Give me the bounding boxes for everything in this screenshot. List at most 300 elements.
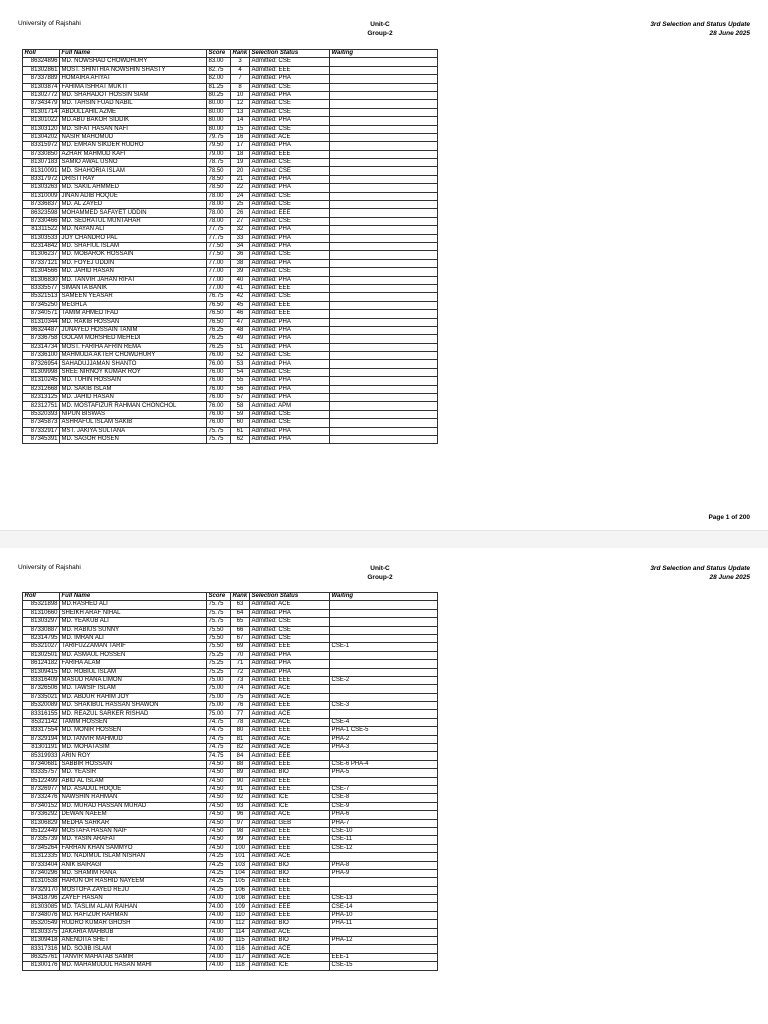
waiting-cell bbox=[330, 91, 438, 99]
status-cell: Admitted: CSE bbox=[250, 410, 330, 418]
roll-cell: 83317554 bbox=[23, 727, 60, 735]
rank-cell: 53 bbox=[231, 360, 250, 368]
rank-cell: 26 bbox=[231, 209, 250, 217]
status-cell: Admitted: ACE bbox=[250, 133, 330, 141]
name-cell: MD.RASHED ALI bbox=[60, 601, 207, 609]
rank-cell: 97 bbox=[231, 819, 250, 827]
waiting-cell bbox=[330, 150, 438, 158]
roll-cell: 87340152 bbox=[23, 802, 60, 810]
status-cell: Admitted: CSE bbox=[250, 251, 330, 259]
roll-cell: 82314795 bbox=[23, 634, 60, 642]
name-cell: MD. TASLIM ALAM RAIHAN bbox=[60, 903, 207, 911]
status-cell: Admitted: BIO bbox=[250, 937, 330, 945]
name-cell: SHEIKH ARAF NIHAL bbox=[60, 609, 207, 617]
name-cell: MD.ABU BAKOR SIDDIK bbox=[60, 117, 207, 125]
score-cell: 74.50 bbox=[207, 777, 231, 785]
waiting-cell: PHA-12 bbox=[330, 937, 438, 945]
table-row bbox=[23, 769, 438, 777]
score-cell: 77.75 bbox=[207, 226, 231, 234]
name-cell: MD. YEAKUB ALI bbox=[60, 618, 207, 626]
status-cell: Admitted: ACE bbox=[250, 928, 330, 936]
waiting-cell bbox=[330, 66, 438, 74]
rank-cell: 36 bbox=[231, 251, 250, 259]
rank-cell: 74 bbox=[231, 685, 250, 693]
waiting-cell: CSE-15 bbox=[330, 962, 438, 970]
status-cell: Admitted: PHA bbox=[250, 660, 330, 668]
table-row bbox=[23, 928, 438, 936]
rank-cell: 73 bbox=[231, 676, 250, 684]
name-cell: MD. SHAKIBUL HASSAN SHAWON bbox=[60, 702, 207, 710]
status-cell: Admitted: BIO bbox=[250, 920, 330, 928]
rank-cell: 92 bbox=[231, 794, 250, 802]
score-cell: 74.75 bbox=[207, 727, 231, 735]
roll-cell: 81310009 bbox=[23, 192, 60, 200]
waiting-cell bbox=[330, 402, 438, 410]
roll-cell: 87329170 bbox=[23, 886, 60, 894]
waiting-cell bbox=[330, 601, 438, 609]
roll-cell: 86324896 bbox=[23, 58, 60, 66]
waiting-cell bbox=[330, 394, 438, 402]
table-row bbox=[23, 242, 438, 250]
table-row bbox=[23, 609, 438, 617]
score-cell: 78.00 bbox=[207, 217, 231, 225]
waiting-cell bbox=[330, 192, 438, 200]
score-cell: 75.75 bbox=[207, 618, 231, 626]
status-cell: Admitted: PHA bbox=[250, 609, 330, 617]
table-row bbox=[23, 618, 438, 626]
rank-cell: 13 bbox=[231, 108, 250, 116]
rank-cell: 10 bbox=[231, 91, 250, 99]
status-cell: Admitted: EEE bbox=[250, 878, 330, 886]
table-row bbox=[23, 794, 438, 802]
score-cell: 74.50 bbox=[207, 827, 231, 835]
rank-cell: 88 bbox=[231, 760, 250, 768]
table-row bbox=[23, 735, 438, 743]
status-cell: Admitted: PHA bbox=[250, 276, 330, 284]
name-cell: MOHAMMED SAFAYET UDDIN bbox=[60, 209, 207, 217]
roll-cell: 87326954 bbox=[23, 360, 60, 368]
score-cell: 74.00 bbox=[207, 928, 231, 936]
roll-cell: 87336292 bbox=[23, 811, 60, 819]
roll-cell: 81306237 bbox=[23, 251, 60, 259]
table-row bbox=[23, 234, 438, 242]
roll-cell: 83335757 bbox=[23, 769, 60, 777]
name-cell: FARHAN KHAN SAMMYO bbox=[60, 844, 207, 852]
rank-cell: 93 bbox=[231, 802, 250, 810]
status-cell: Admitted: PHA bbox=[250, 343, 330, 351]
score-cell: 75.50 bbox=[207, 634, 231, 642]
status-cell: Admitted: CSE bbox=[250, 368, 330, 376]
table-row bbox=[23, 385, 438, 393]
score-cell: 74.75 bbox=[207, 735, 231, 743]
unit-label: Unit-C bbox=[370, 565, 390, 572]
status-cell: Admitted: PHA bbox=[250, 326, 330, 334]
name-cell: MD. ABDUR RAHIM JOY bbox=[60, 693, 207, 701]
waiting-cell bbox=[330, 310, 438, 318]
status-cell: Admitted: PHA bbox=[250, 360, 330, 368]
score-cell: 81.25 bbox=[207, 83, 231, 91]
waiting-cell: PHA-9 bbox=[330, 869, 438, 877]
roll-cell: 87326977 bbox=[23, 785, 60, 793]
name-cell: MD. FOYEJ UDDIN bbox=[60, 259, 207, 267]
status-cell: Admitted: CSE bbox=[250, 293, 330, 301]
roll-cell: 87345250 bbox=[23, 301, 60, 309]
table-row bbox=[23, 259, 438, 267]
waiting-cell: PHA-2 bbox=[330, 735, 438, 743]
score-cell: 77.00 bbox=[207, 276, 231, 284]
waiting-cell bbox=[330, 259, 438, 267]
waiting-cell bbox=[330, 251, 438, 259]
table-row bbox=[23, 167, 438, 175]
name-cell: MD. TAWSIF ISLAM bbox=[60, 685, 207, 693]
rank-cell: 46 bbox=[231, 310, 250, 318]
rank-cell: 101 bbox=[231, 853, 250, 861]
score-cell: 75.25 bbox=[207, 668, 231, 676]
table-row bbox=[23, 903, 438, 911]
waiting-cell bbox=[330, 385, 438, 393]
table-header-row bbox=[23, 593, 438, 601]
status-cell: Admitted: EEE bbox=[250, 844, 330, 852]
score-cell: 74.25 bbox=[207, 869, 231, 877]
roll-cell: 86325761 bbox=[23, 953, 60, 961]
status-cell: Admitted: EEE bbox=[250, 836, 330, 844]
name-cell: MD. NOWSHAD CHOWDHURY bbox=[60, 58, 207, 66]
table-row bbox=[23, 276, 438, 284]
column-header-score: Score bbox=[207, 50, 231, 58]
name-cell: MD. TANVIR JAHAN RIFAT bbox=[60, 276, 207, 284]
status-cell: Admitted: ACE bbox=[250, 811, 330, 819]
table-row bbox=[23, 108, 438, 116]
roll-cell: 87340296 bbox=[23, 869, 60, 877]
roll-cell: 86124182 bbox=[23, 660, 60, 668]
roll-cell: 85320549 bbox=[23, 920, 60, 928]
roll-cell: 81311522 bbox=[23, 226, 60, 234]
waiting-cell bbox=[330, 685, 438, 693]
rank-cell: 110 bbox=[231, 911, 250, 919]
status-cell: Admitted: EEE bbox=[250, 150, 330, 158]
name-cell: MD. NADIMUL ISLAM NISHAN bbox=[60, 853, 207, 861]
column-header-rank: Rank bbox=[231, 593, 250, 601]
waiting-cell bbox=[330, 142, 438, 150]
waiting-cell bbox=[330, 58, 438, 66]
score-cell: 78.00 bbox=[207, 209, 231, 217]
status-cell: Admitted: CSE bbox=[250, 58, 330, 66]
rank-cell: 62 bbox=[231, 435, 250, 443]
table-row bbox=[23, 752, 438, 760]
name-cell: JOY CHANDRO PAL bbox=[60, 234, 207, 242]
score-cell: 77.75 bbox=[207, 234, 231, 242]
waiting-cell: PHA-8 bbox=[330, 861, 438, 869]
table-row bbox=[23, 377, 438, 385]
score-cell: 78.75 bbox=[207, 159, 231, 167]
status-cell: Admitted: CSE bbox=[250, 108, 330, 116]
roll-cell: 82313125 bbox=[23, 394, 60, 402]
status-cell: Admitted: BIO bbox=[250, 869, 330, 877]
table-row bbox=[23, 819, 438, 827]
unit-group-header bbox=[330, 20, 430, 38]
table-row bbox=[23, 626, 438, 634]
rank-cell: 24 bbox=[231, 192, 250, 200]
name-cell: SABBIR HOSSAIN bbox=[60, 760, 207, 768]
column-header-name: Full Name bbox=[60, 593, 207, 601]
score-cell: 76.00 bbox=[207, 410, 231, 418]
rank-cell: 71 bbox=[231, 660, 250, 668]
name-cell: MD. SOJIB ISLAM bbox=[60, 945, 207, 953]
score-cell: 76.25 bbox=[207, 343, 231, 351]
table-row bbox=[23, 268, 438, 276]
table-row bbox=[23, 209, 438, 217]
score-cell: 77.00 bbox=[207, 268, 231, 276]
waiting-cell bbox=[330, 276, 438, 284]
name-cell: SREE NIRNOY KUMAR ROY bbox=[60, 368, 207, 376]
roll-cell: 87345264 bbox=[23, 844, 60, 852]
rank-cell: 32 bbox=[231, 226, 250, 234]
roll-cell: 85320089 bbox=[23, 702, 60, 710]
table-row bbox=[23, 693, 438, 701]
name-cell: FAHIMA ISHRAT MUKTI bbox=[60, 83, 207, 91]
score-cell: 74.00 bbox=[207, 945, 231, 953]
status-cell: Admitted: EEE bbox=[250, 760, 330, 768]
score-cell: 75.25 bbox=[207, 660, 231, 668]
rank-cell: 69 bbox=[231, 643, 250, 651]
score-cell: 75.00 bbox=[207, 710, 231, 718]
name-cell: MD.TANVIR MAHMUD bbox=[60, 735, 207, 743]
roll-cell: 85122499 bbox=[23, 777, 60, 785]
waiting-cell bbox=[330, 133, 438, 141]
update-date: 28 June 2025 bbox=[709, 574, 750, 581]
score-cell: 77.50 bbox=[207, 242, 231, 250]
score-cell: 82.00 bbox=[207, 75, 231, 83]
roll-cell: 87335739 bbox=[23, 836, 60, 844]
name-cell: MD. SHAHADOT HOSSIN SIAM bbox=[60, 91, 207, 99]
rank-cell: 39 bbox=[231, 268, 250, 276]
rank-cell: 33 bbox=[231, 234, 250, 242]
status-cell: Admitted: ACE bbox=[250, 953, 330, 961]
roll-cell: 81304202 bbox=[23, 133, 60, 141]
rank-cell: 99 bbox=[231, 836, 250, 844]
rank-cell: 3 bbox=[231, 58, 250, 66]
table-row bbox=[23, 878, 438, 886]
status-cell: Admitted: PHA bbox=[250, 117, 330, 125]
roll-cell: 81301714 bbox=[23, 108, 60, 116]
roll-cell: 85319933 bbox=[23, 752, 60, 760]
status-cell: Admitted: PHA bbox=[250, 668, 330, 676]
waiting-cell: PHA-6 bbox=[330, 811, 438, 819]
waiting-cell bbox=[330, 217, 438, 225]
column-header-score: Score bbox=[207, 593, 231, 601]
waiting-cell: CSE-8 bbox=[330, 794, 438, 802]
table-row bbox=[23, 394, 438, 402]
status-cell: Admitted: PHA bbox=[250, 427, 330, 435]
table-row bbox=[23, 911, 438, 919]
score-cell: 75.00 bbox=[207, 693, 231, 701]
rank-cell: 67 bbox=[231, 634, 250, 642]
rank-cell: 18 bbox=[231, 150, 250, 158]
name-cell: HARUN OR RASHID NAYEEM bbox=[60, 878, 207, 886]
roll-cell: 81304566 bbox=[23, 268, 60, 276]
name-cell: MD. MONIR HOSSEN bbox=[60, 727, 207, 735]
table-row bbox=[23, 651, 438, 659]
rank-cell: 7 bbox=[231, 75, 250, 83]
column-header-waiting: Waiting bbox=[330, 593, 438, 601]
score-cell: 77.00 bbox=[207, 259, 231, 267]
name-cell: FARIHA ALAM bbox=[60, 660, 207, 668]
roll-cell: 87335021 bbox=[23, 693, 60, 701]
table-row bbox=[23, 634, 438, 642]
status-cell: Admitted: CSE bbox=[250, 125, 330, 133]
rank-cell: 59 bbox=[231, 410, 250, 418]
waiting-cell bbox=[330, 419, 438, 427]
status-cell: Admitted: PHA bbox=[250, 259, 330, 267]
name-cell: DEWAN NAEEM bbox=[60, 811, 207, 819]
status-cell: Admitted: ACE bbox=[250, 710, 330, 718]
score-cell: 75.00 bbox=[207, 676, 231, 684]
rank-cell: 112 bbox=[231, 920, 250, 928]
waiting-cell: PHA-10 bbox=[330, 911, 438, 919]
table-row bbox=[23, 360, 438, 368]
rank-cell: 8 bbox=[231, 83, 250, 91]
table-row bbox=[23, 937, 438, 945]
score-cell: 75.50 bbox=[207, 626, 231, 634]
waiting-cell bbox=[330, 427, 438, 435]
name-cell: SAHADUJJAMAN SHANTO bbox=[60, 360, 207, 368]
roll-cell: 87337121 bbox=[23, 259, 60, 267]
rank-cell: 27 bbox=[231, 217, 250, 225]
name-cell: NASIR MAHOMUD bbox=[60, 133, 207, 141]
name-cell: ANIK BAIRAGI bbox=[60, 861, 207, 869]
selection-table bbox=[22, 49, 438, 444]
rank-cell: 22 bbox=[231, 184, 250, 192]
name-cell: MAHMUDA AKTER CHOWDHURY bbox=[60, 352, 207, 360]
score-cell: 80.00 bbox=[207, 125, 231, 133]
score-cell: 78.50 bbox=[207, 175, 231, 183]
roll-cell: 87330887 bbox=[23, 626, 60, 634]
name-cell: MD. MOHATASIM bbox=[60, 744, 207, 752]
score-cell: 75.25 bbox=[207, 651, 231, 659]
rank-cell: 57 bbox=[231, 394, 250, 402]
status-cell: Admitted: EEE bbox=[250, 827, 330, 835]
status-cell: Admitted: ACE bbox=[250, 853, 330, 861]
table-row bbox=[23, 352, 438, 360]
score-cell: 76.50 bbox=[207, 318, 231, 326]
name-cell: MD. SAKIL AHMMED bbox=[60, 184, 207, 192]
column-header-rank: Rank bbox=[231, 50, 250, 58]
table-row bbox=[23, 895, 438, 903]
waiting-cell: CSE-1 bbox=[330, 643, 438, 651]
name-cell: ABDULLAHIL AZME bbox=[60, 108, 207, 116]
name-cell: MD. MAHAMUDUL HASAN MAHI bbox=[60, 962, 207, 970]
roll-cell: 83335577 bbox=[23, 284, 60, 292]
roll-cell: 81306830 bbox=[23, 276, 60, 284]
name-cell: MD. JAHID HASAN bbox=[60, 394, 207, 402]
table-row bbox=[23, 861, 438, 869]
name-cell: MD. RAKIB HOSSAN bbox=[60, 318, 207, 326]
score-cell: 74.50 bbox=[207, 811, 231, 819]
name-cell: MD. NAYAN ALI bbox=[60, 226, 207, 234]
table-row bbox=[23, 368, 438, 376]
name-cell: HOMAIRA AFIYAT bbox=[60, 75, 207, 83]
column-header-roll: Roll bbox=[23, 50, 60, 58]
table-row bbox=[23, 159, 438, 167]
score-cell: 74.00 bbox=[207, 937, 231, 945]
table-row bbox=[23, 91, 438, 99]
score-cell: 76.50 bbox=[207, 310, 231, 318]
rank-cell: 34 bbox=[231, 242, 250, 250]
table-row bbox=[23, 293, 438, 301]
roll-cell: 81303263 bbox=[23, 184, 60, 192]
rank-cell: 106 bbox=[231, 886, 250, 894]
rank-cell: 103 bbox=[231, 861, 250, 869]
roll-cell: 85321027 bbox=[23, 643, 60, 651]
score-cell: 77.50 bbox=[207, 251, 231, 259]
roll-cell: 83317316 bbox=[23, 945, 60, 953]
table-row bbox=[23, 326, 438, 334]
name-cell: JUNAYED HOSSAIN TANIM bbox=[60, 326, 207, 334]
waiting-cell: EEE-1 bbox=[330, 953, 438, 961]
waiting-cell bbox=[330, 293, 438, 301]
score-cell: 74.50 bbox=[207, 836, 231, 844]
waiting-cell bbox=[330, 710, 438, 718]
roll-cell: 81303874 bbox=[23, 83, 60, 91]
score-cell: 74.75 bbox=[207, 752, 231, 760]
waiting-cell bbox=[330, 268, 438, 276]
status-cell: Admitted: PHA bbox=[250, 242, 330, 250]
table-row bbox=[23, 836, 438, 844]
rank-cell: 51 bbox=[231, 343, 250, 351]
name-cell: MD. RABIUS SUNNY bbox=[60, 626, 207, 634]
table-row bbox=[23, 718, 438, 726]
score-cell: 76.00 bbox=[207, 419, 231, 427]
rank-cell: 105 bbox=[231, 878, 250, 886]
name-cell: TAMIM HOSSEN bbox=[60, 718, 207, 726]
score-cell: 74.50 bbox=[207, 794, 231, 802]
status-cell: Admitted: PHA bbox=[250, 385, 330, 393]
selection-table bbox=[22, 592, 438, 971]
waiting-cell bbox=[330, 352, 438, 360]
table-row bbox=[23, 310, 438, 318]
name-cell: MD. SEDRATUL MUNTAHAR bbox=[60, 217, 207, 225]
status-cell: Admitted: ACE bbox=[250, 718, 330, 726]
table-row bbox=[23, 844, 438, 852]
score-cell: 74.00 bbox=[207, 903, 231, 911]
status-cell: Admitted: ACE bbox=[250, 685, 330, 693]
roll-cell: 81302772 bbox=[23, 91, 60, 99]
waiting-cell: CSE-11 bbox=[330, 836, 438, 844]
rank-cell: 75 bbox=[231, 693, 250, 701]
name-cell: ANENDITA SHET bbox=[60, 937, 207, 945]
rank-cell: 76 bbox=[231, 702, 250, 710]
waiting-cell: CSE-7 bbox=[330, 785, 438, 793]
waiting-cell bbox=[330, 435, 438, 443]
waiting-cell bbox=[330, 618, 438, 626]
status-cell: Admitted: PHA bbox=[250, 318, 330, 326]
roll-cell: 87336100 bbox=[23, 352, 60, 360]
name-cell: ABID AL ISLAM bbox=[60, 777, 207, 785]
status-cell: Admitted: CSE bbox=[250, 100, 330, 108]
name-cell: MEDHA SARKAR bbox=[60, 819, 207, 827]
page-number: Page 1 of 200 bbox=[708, 514, 750, 521]
table-row bbox=[23, 201, 438, 209]
waiting-cell: PHA-3 bbox=[330, 744, 438, 752]
table-row bbox=[23, 760, 438, 768]
waiting-cell bbox=[330, 668, 438, 676]
status-cell: Admitted: ACE bbox=[250, 945, 330, 953]
status-cell: Admitted: EEE bbox=[250, 752, 330, 760]
rank-cell: 56 bbox=[231, 385, 250, 393]
status-cell: Admitted: PHA bbox=[250, 91, 330, 99]
roll-cell: 87345873 bbox=[23, 419, 60, 427]
status-cell: Admitted: EEE bbox=[250, 310, 330, 318]
